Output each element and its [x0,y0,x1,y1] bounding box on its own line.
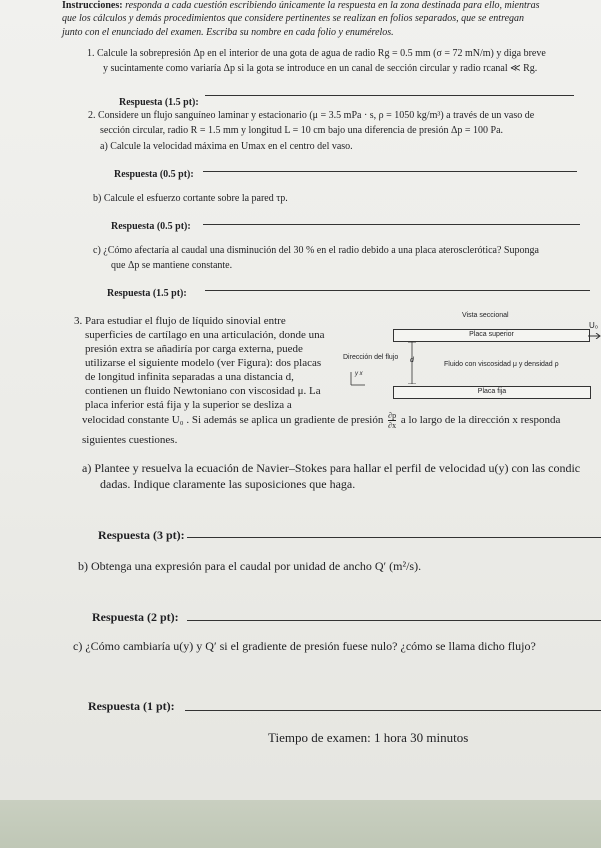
q3c-answer-label: Respuesta (1 pt): [88,699,175,713]
q3-text-line: presión extra se añadiría por carga externa, puede [85,343,303,355]
q3b-answer-line[interactable] [187,620,601,621]
flow-direction-label: Dirección del flujo [343,354,399,361]
q3a-text-2: dadas. Indique claramente las suposiciones que haga. [100,477,356,491]
u0-label: U₀ [589,321,599,330]
fraction-denominator: ∂x [388,421,397,430]
q1-text-1: 1. Calcule la sobrepresión Δp en el interior de una gota de agua de radio Rg = 0.5 mm (σ = 72 mN/m) y diga breve [87,48,546,59]
table-surface [0,800,601,848]
gap-d-label: d [410,357,414,364]
q2b-text: b) Calcule el esfuerzo cortante sobre la pared τp. [93,193,288,204]
q3c-answer-line[interactable] [185,710,601,711]
instructions-line1 [62,0,540,12]
exam-duration: Tiempo de examen: 1 hora 30 minutos [268,730,469,745]
q2c-text-1: c) ¿Cómo afectaría al caudal una disminución del 30 % en el radio debido a una placa aterosclerótica? Suponga [93,245,539,256]
q3-text-line8 [82,411,560,430]
q2-text-2: sección circular, radio R = 1.5 mm y longitud L = 10 cm bajo una diferencia de presión Δp = 100 Pa. [100,125,504,136]
q3-line8-start: velocidad constante U₀ . Si además se aplica un gradiente de presión [82,414,384,427]
instructions-text-2: que los cálculos y demás procedimientos que considere pertinentes se realizan en folios separados, que se entregan [62,13,525,24]
q3c-text: c) ¿Cómo cambiaría u(y) y Q′ si el gradiente de presión fuese nulo? ¿cómo se llama dicho flujo? [73,639,536,653]
q3-text-line: placa inferior está fija y la superior se desliza a [85,399,292,411]
q3a-text-1: a) Plantee y resuelva la ecuación de Navier–Stokes para hallar el perfil de velocidad u(y) con las condic [82,461,581,475]
q3-line8-end: a lo largo de la dirección x responda [400,414,561,427]
q3-text-line: 3. Para estudiar el flujo de líquido sinovial entre [74,315,286,327]
instructions-text-1: responda a cada cuestión escribiendo únicamente la respuesta en la zona destinada para ello, mientras [125,0,540,11]
q2b-answer-label: Respuesta (0.5 pt): [111,221,191,232]
q2c-answer-line[interactable] [205,290,590,291]
velocity-arrow-icon [588,333,601,339]
bottom-plate: Placa fija [393,386,591,399]
q3-text-line: superficies de cartílago en una articulación, donde una [85,329,325,341]
q1-answer-label: Respuesta (1.5 pt): [119,97,199,108]
q3b-text: b) Obtenga una expresión para el caudal por unidad de ancho Q′ (m²/s). [78,559,422,573]
fluid-label: Fluido con viscosidad μ y densidad ρ [444,361,559,368]
q2a-text: a) Calcule la velocidad máxima en Umax en el centro del vaso. [100,141,353,152]
q2a-answer-label: Respuesta (0.5 pt): [114,169,194,180]
q3b-answer-label: Respuesta (2 pt): [92,610,179,624]
q3-text-line: contienen un fluido Newtoniano con viscosidad μ. La [85,385,321,397]
q2c-answer-label: Respuesta (1.5 pt): [107,288,187,299]
q2a-answer-line[interactable] [203,171,577,172]
q2-text-1: 2. Considere un flujo sanguíneo laminar y estacionario (μ = 3.5 mPa · s, ρ = 1050 kg/m³) a través de un vaso de [88,110,535,121]
q2c-text-2: que Δp se mantiene constante. [111,260,233,271]
instructions-text-3: junto con el enunciado del examen. Escriba su nombre en cada folio y enumérelos. [62,27,394,38]
top-plate: Placa superior [393,329,590,342]
axes-label: y x [355,371,363,377]
q3-text-line: utilizarse el siguiente modelo (ver Figura): dos placas [85,357,322,369]
pressure-gradient-fraction [388,411,396,430]
instructions-label: Instrucciones: [62,0,123,11]
q1-text-2: y sucintamente como variaría Δp si la gota se introduce en un canal de sección circular y radio rcanal ≪ Rg. [103,63,538,74]
q3a-answer-label: Respuesta (3 pt): [98,528,185,542]
fraction-numerator: ∂p [388,411,397,420]
q3-text-line9: siguientes cuestiones. [82,434,178,446]
q1-answer-line[interactable] [205,95,574,96]
q2b-answer-line[interactable] [203,224,580,225]
q3a-answer-line[interactable] [187,537,601,538]
q3-text-line: de longitud infinita separadas a una distancia d, [85,371,294,383]
figure-title: Vista seccional [462,312,509,319]
